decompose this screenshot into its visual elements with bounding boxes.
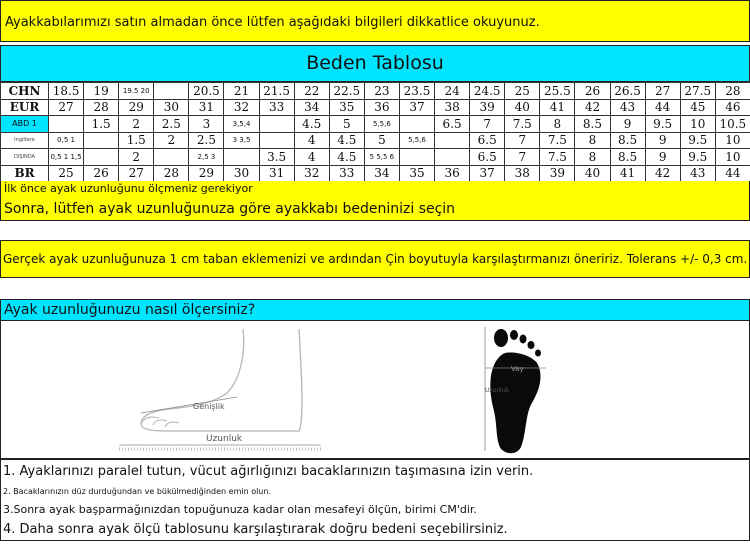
size-cell	[224, 149, 259, 166]
size-cell: 9	[645, 132, 680, 149]
size-cell: 38	[435, 99, 470, 116]
size-cell: 3	[189, 116, 224, 133]
size-cell: 2,5 3	[189, 149, 224, 166]
size-cell: 8.5	[610, 149, 645, 166]
size-cell: 5,5,6	[399, 132, 434, 149]
size-cell: 41	[540, 99, 575, 116]
size-cell: 41	[610, 165, 645, 182]
size-cell	[259, 116, 294, 133]
size-cell: 29	[189, 165, 224, 182]
size-row-label: BR	[1, 165, 49, 182]
size-cell: 30	[154, 99, 189, 116]
size-cell: 36	[364, 99, 399, 116]
size-row	[1, 83, 750, 100]
size-cell: 33	[259, 99, 294, 116]
size-cell: 40	[575, 165, 610, 182]
measurement-steps	[0, 459, 750, 541]
size-cell: 34	[364, 165, 399, 182]
size-cell: 25	[49, 165, 84, 182]
size-cell	[399, 116, 434, 133]
size-cell: 27.5	[680, 83, 715, 100]
size-cell: 26	[84, 165, 119, 182]
size-row	[1, 99, 750, 116]
size-cell: 7	[470, 116, 505, 133]
size-cell: 38	[505, 165, 540, 182]
size-cell: 6.5	[435, 116, 470, 133]
size-cell: 4.5	[329, 132, 364, 149]
size-row-label: EUR	[1, 99, 49, 116]
size-cell: 37	[470, 165, 505, 182]
size-cell: 7.5	[540, 132, 575, 149]
size-cell: 23	[364, 83, 399, 100]
size-cell: 37	[399, 99, 434, 116]
size-cell: 27	[645, 83, 680, 100]
size-cell: 32	[224, 99, 259, 116]
size-cell: 21	[224, 83, 259, 100]
size-cell: 10	[680, 116, 715, 133]
size-row	[1, 116, 750, 133]
intro-text: Ayakkabılarımızı satın almadan önce lütfen aşağıdaki bilgileri dikkatlice okuyunuz.	[5, 15, 540, 30]
size-cell: 9.5	[645, 116, 680, 133]
size-cell: 36	[435, 165, 470, 182]
size-cell: 7	[505, 132, 540, 149]
size-cell	[154, 83, 189, 100]
size-cell: 28	[715, 83, 750, 100]
size-cell: 28	[84, 99, 119, 116]
size-cell: 43	[610, 99, 645, 116]
size-cell: 8.5	[610, 132, 645, 149]
how-to-measure-title: Ayak uzunluğunuzu nasıl ölçersiniz?	[4, 302, 256, 318]
size-row-label: CHN	[1, 83, 49, 100]
size-cell: 6.5	[470, 132, 505, 149]
size-cell: 33	[329, 165, 364, 182]
size-cell	[259, 132, 294, 149]
size-cell: 9	[610, 116, 645, 133]
size-cell: 1.5	[84, 116, 119, 133]
size-cell: 43	[680, 165, 715, 182]
size-cell: 20.5	[189, 83, 224, 100]
size-cell: 32	[294, 165, 329, 182]
size-cell: 35	[329, 99, 364, 116]
size-cell: 2.5	[154, 116, 189, 133]
size-cell: 26	[575, 83, 610, 100]
size-cell: 0,5 1	[49, 132, 84, 149]
size-row-label: DIŞINDA	[1, 149, 49, 166]
size-cell: 18.5	[49, 83, 84, 100]
size-cell: 9	[645, 149, 680, 166]
size-cell	[84, 132, 119, 149]
size-cell: 23.5	[399, 83, 434, 100]
size-cell: 34	[294, 99, 329, 116]
step-2: 2. Bacaklarınızın düz durduğundan ve bükülmediğinden emin olun.	[3, 487, 271, 496]
size-cell: 2.5	[189, 132, 224, 149]
foot-illustrations	[1, 321, 749, 459]
side-foot-illustration	[119, 329, 321, 449]
size-row-label: Ingiltere	[1, 132, 49, 149]
size-cell: 29	[119, 99, 154, 116]
size-cell: 25	[505, 83, 540, 100]
size-cell: 19.5 20	[119, 83, 154, 100]
size-cell: 10	[715, 132, 750, 149]
instruction-band	[0, 181, 750, 221]
size-cell: 5	[329, 116, 364, 133]
size-cell: 31	[189, 99, 224, 116]
size-cell: 39	[470, 99, 505, 116]
size-cell: 19	[84, 83, 119, 100]
size-cell: 4	[294, 149, 329, 166]
sole-width-label: Vay	[511, 365, 524, 373]
size-cell: 27	[119, 165, 154, 182]
size-cell: 42	[645, 165, 680, 182]
instruction-first: İlk önce ayak uzunluğunu ölçmeniz gerekiyor	[4, 182, 253, 195]
size-cell: 4	[294, 132, 329, 149]
size-cell: 5	[364, 132, 399, 149]
size-cell: 21.5	[259, 83, 294, 100]
size-cell	[84, 149, 119, 166]
size-cell: 31	[259, 165, 294, 182]
size-cell: 7.5	[540, 149, 575, 166]
size-cell: 3,5,4	[224, 116, 259, 133]
size-cell: 46	[715, 99, 750, 116]
size-cell: 6.5	[470, 149, 505, 166]
size-cell: 2	[119, 116, 154, 133]
size-cell	[435, 149, 470, 166]
size-cell: 10	[715, 149, 750, 166]
size-cell	[399, 149, 434, 166]
size-cell: 1.5	[119, 132, 154, 149]
size-row-label: ABD 1	[1, 116, 49, 133]
size-cell: 9.5	[680, 149, 715, 166]
size-cell: 4.5	[294, 116, 329, 133]
size-cell: 7.5	[505, 116, 540, 133]
size-cell: 44	[715, 165, 750, 182]
size-cell: 9.5	[680, 132, 715, 149]
size-table-title	[0, 45, 750, 82]
size-row	[1, 149, 750, 166]
size-cell: 30	[224, 165, 259, 182]
size-cell: 27	[49, 99, 84, 116]
size-table	[0, 82, 750, 182]
intro-banner	[0, 0, 750, 42]
size-cell: 35	[399, 165, 434, 182]
size-cell: 24.5	[470, 83, 505, 100]
instruction-then: Sonra, lütfen ayak uzunluğunuza göre ayakkabı bedeninizi seçin	[4, 201, 456, 217]
size-cell: 42	[575, 99, 610, 116]
foot-measurement-diagram	[0, 321, 750, 459]
sole-footprint-illustration	[485, 327, 546, 453]
size-cell: 26.5	[610, 83, 645, 100]
size-cell: 5 5,5 6	[364, 149, 399, 166]
size-cell	[435, 132, 470, 149]
step-3: 3.Sonra ayak başparmağınızdan topuğunuza kadar olan mesafeyi ölçün, birimi CM'dir.	[3, 503, 477, 516]
side-width-label: Genişlik	[193, 402, 225, 411]
step-1: 1. Ayaklarınızı paralel tutun, vücut ağırlığınızı bacaklarınızın taşımasına izin verin.	[3, 464, 534, 479]
size-cell: 24	[435, 83, 470, 100]
size-cell: 7	[505, 149, 540, 166]
size-cell: 8	[540, 116, 575, 133]
size-row	[1, 132, 750, 149]
size-cell: 5,5,6	[364, 116, 399, 133]
side-length-label: Uzunluk	[206, 434, 243, 444]
size-cell: 22.5	[329, 83, 364, 100]
tolerance-tip-text: Gerçek ayak uzunluğunuza 1 cm taban eklemenizi ve ardından Çin boyutuyla karşılaştırmanızı öneririz. Tolerans +/- 0,3 cm.	[3, 252, 748, 266]
size-cell: 8	[575, 132, 610, 149]
size-cell: 3 3,5	[224, 132, 259, 149]
size-cell	[154, 149, 189, 166]
size-cell: 25.5	[540, 83, 575, 100]
size-cell: 45	[680, 99, 715, 116]
size-cell: 28	[154, 165, 189, 182]
size-cell: 2	[154, 132, 189, 149]
size-cell: 8	[575, 149, 610, 166]
size-table-title-text: Beden Tablosu	[306, 52, 444, 74]
size-cell: 39	[540, 165, 575, 182]
size-cell: 4.5	[329, 149, 364, 166]
size-cell: 44	[645, 99, 680, 116]
size-row	[1, 165, 750, 182]
sole-length-label: Uzunluk	[485, 387, 510, 394]
size-cell	[49, 116, 84, 133]
size-cell: 0,5 1 1,5	[49, 149, 84, 166]
size-cell: 8.5	[575, 116, 610, 133]
tolerance-tip	[0, 240, 750, 278]
size-cell: 40	[505, 99, 540, 116]
size-cell: 2	[119, 149, 154, 166]
step-4: 4. Daha sonra ayak ölçü tablosunu karşılaştırarak doğru bedeni seçebilirsiniz.	[3, 522, 508, 537]
size-cell: 10.5	[715, 116, 750, 133]
size-cell: 3.5	[259, 149, 294, 166]
size-cell: 22	[294, 83, 329, 100]
how-to-measure-header	[0, 299, 750, 321]
